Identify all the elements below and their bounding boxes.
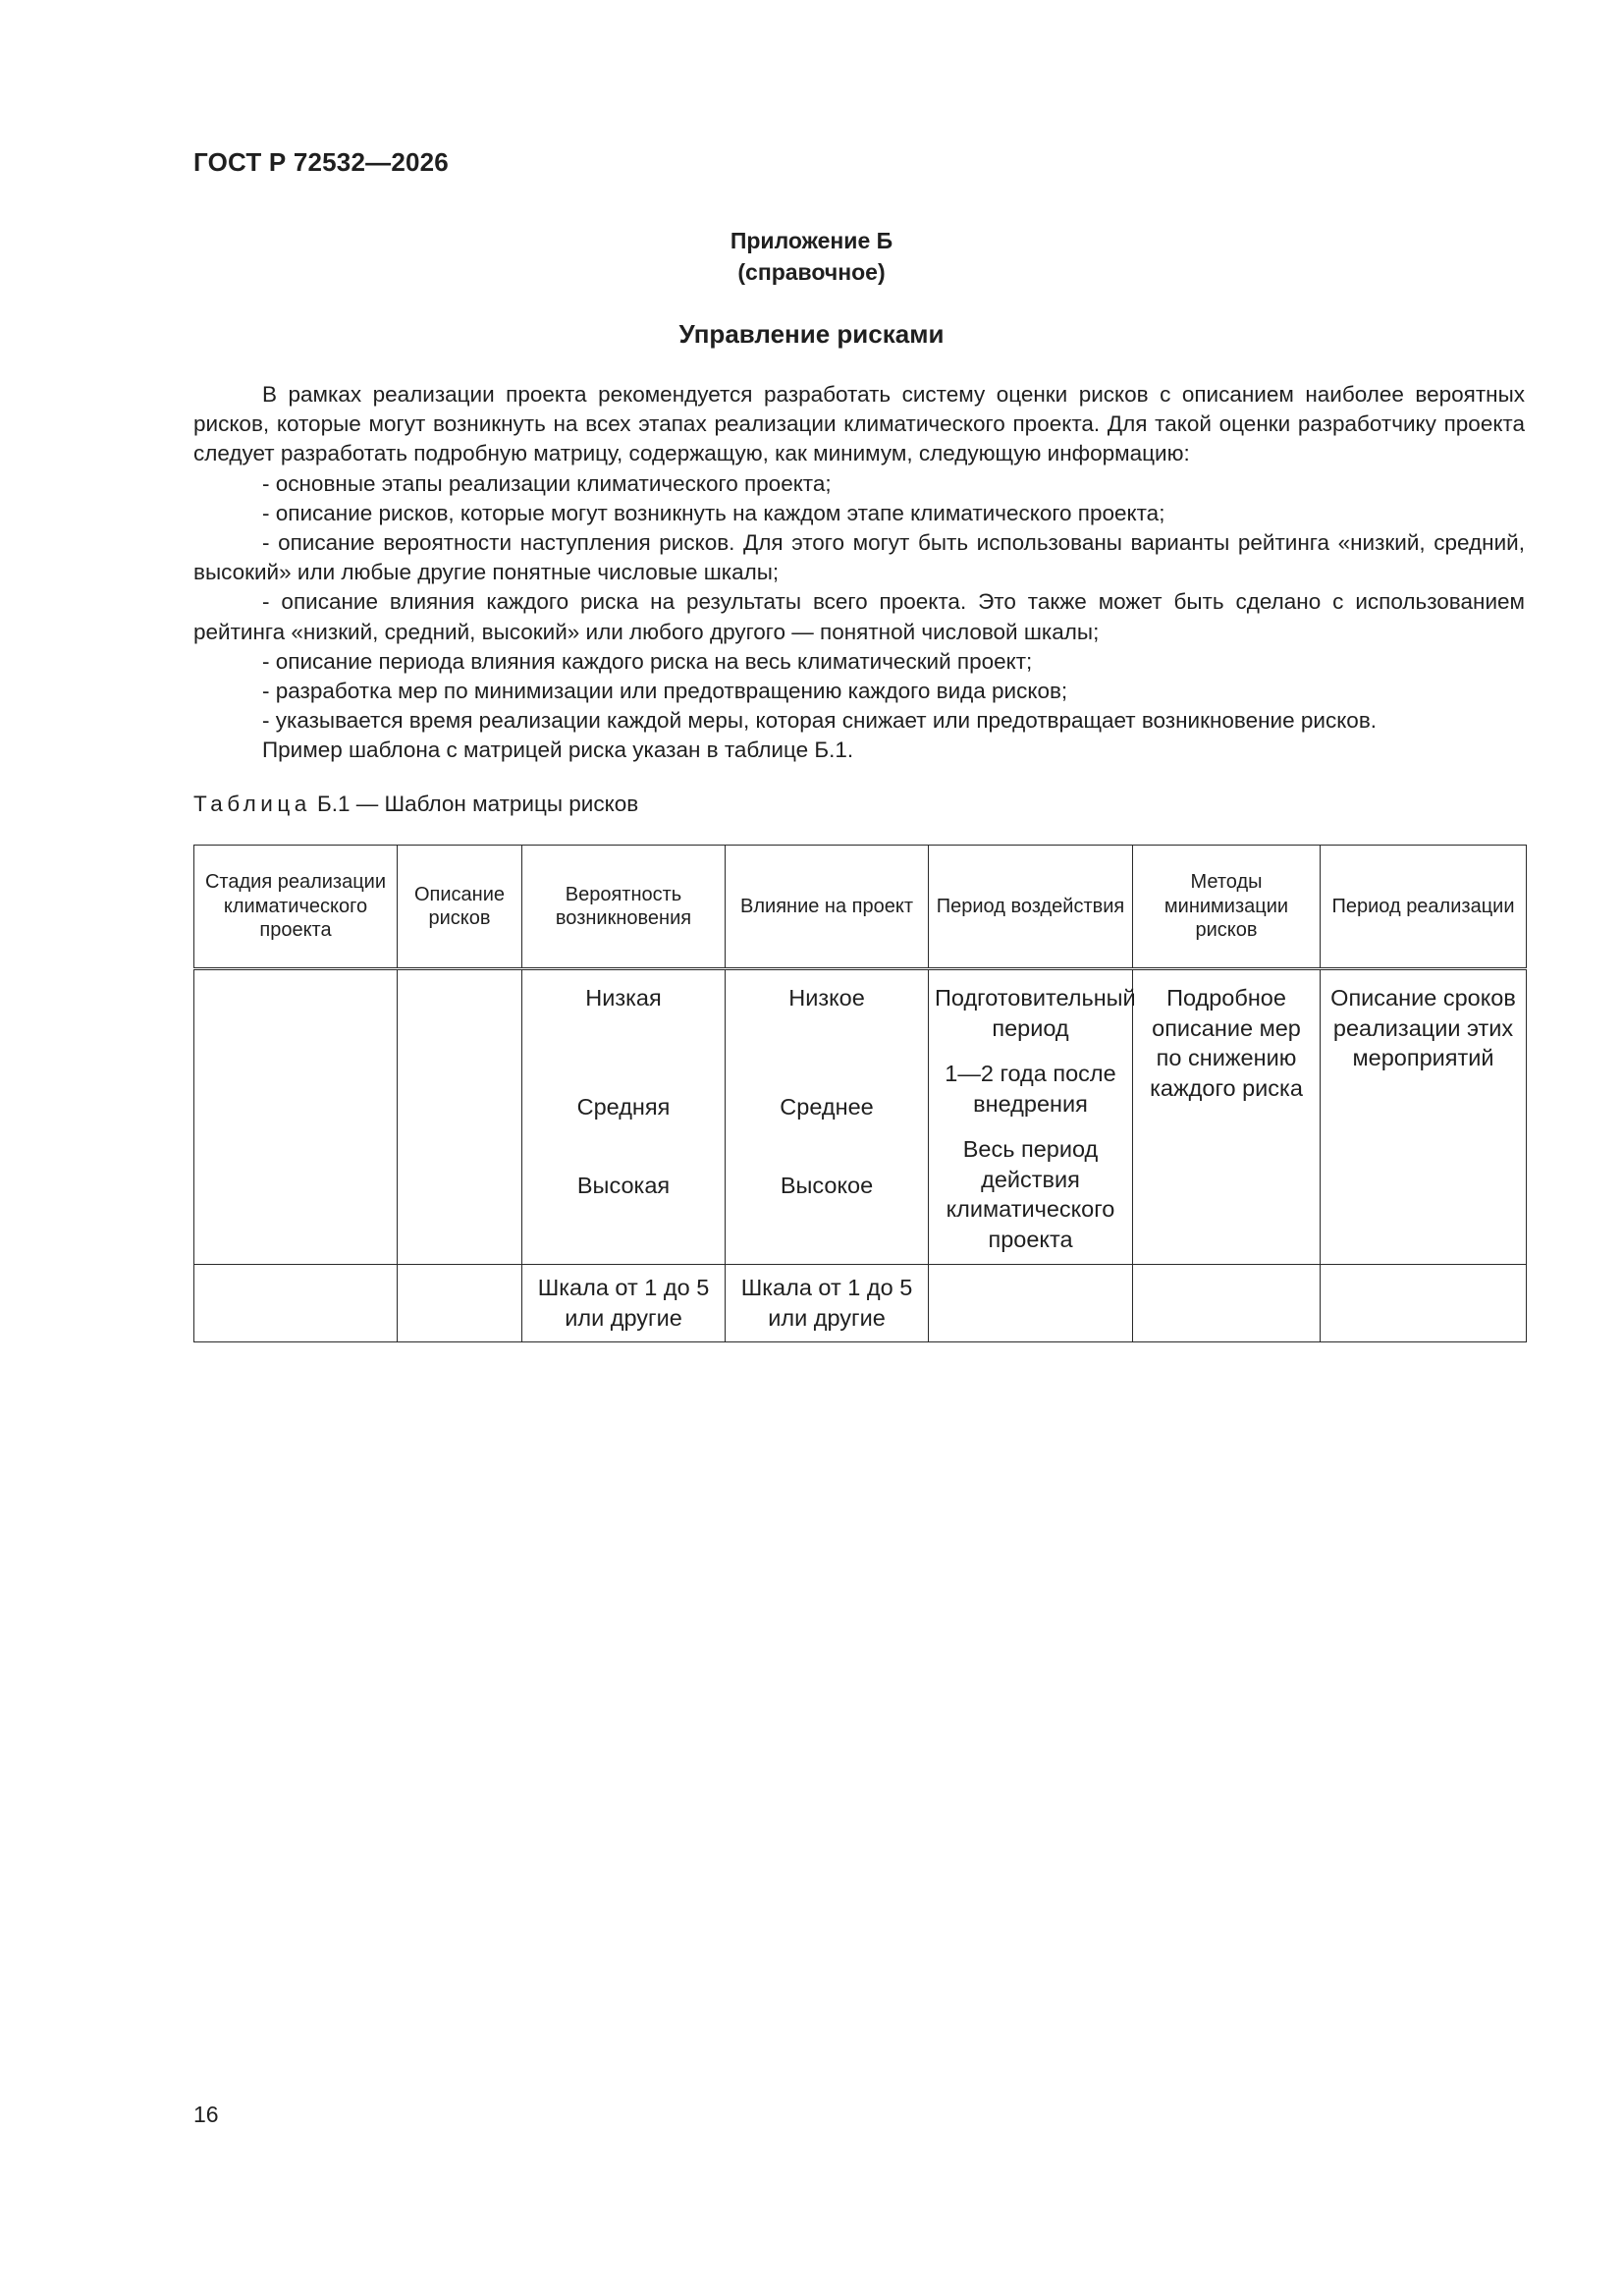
header-risk-description: Описание рисков (398, 846, 522, 969)
cell-implementation-period (1321, 1265, 1527, 1342)
probability-medium: Средняя (576, 1093, 671, 1120)
probability-high: Высокая (576, 1173, 671, 1198)
period-after-implementation: 1—2 года после внедрения (945, 1061, 1116, 1117)
table-row (194, 969, 1527, 1265)
page-number: 16 (193, 2102, 219, 2127)
mitigation-methods-text: Подробное описание мер по снижению каждого риска (1150, 985, 1303, 1101)
header-impact-period: Период воздействия (929, 846, 1133, 969)
cell-mitigation-methods (1133, 1265, 1321, 1342)
annex-status: (справочное) (737, 259, 886, 285)
cell-mitigation-methods (1133, 969, 1321, 1265)
header-mitigation-methods: Методы минимизации рисков (1133, 846, 1321, 969)
table-header-row (194, 846, 1527, 969)
header-impact: Влияние на проект (726, 846, 929, 969)
header-stage: Стадия реализации климатического проекта (194, 846, 398, 969)
intro-paragraph: В рамках реализации проекта рекомендуется разработать систему оценки рисков с описанием наиболее вероятных рисков, которые могут возникнуть на всех этапах реализации климатического проекта. Для такой оценки разработчику проекта следует разработать подробную матрицу, содержащую, как минимум, следующую информацию: (193, 382, 1525, 466)
list-item: - описание периода влияния каждого риска на весь климатический проект; (262, 648, 1033, 674)
period-preparatory: Подготовительный период (935, 985, 1136, 1041)
impact-high: Высокое (780, 1173, 874, 1198)
risk-matrix-table (193, 845, 1527, 1342)
table-caption (193, 792, 638, 817)
document-id: ГОСТ Р 72532—2026 (193, 147, 449, 177)
cell-probability-scale (522, 1265, 726, 1342)
list-item: - описание рисков, которые могут возникнуть на каждом этапе климатического проекта; (262, 500, 1165, 525)
annex-title: Приложение Б (730, 228, 893, 253)
cell-impact-scale (726, 1265, 929, 1342)
section-title: Управление рисками (678, 319, 945, 349)
list-item: - описание вероятности наступления рисков. Для этого могут быть использованы варианты рейтинга «низкий, средний, высокий» или любые другие понятные числовые шкалы; (193, 530, 1525, 585)
implementation-period-text: Описание сроков реализации этих мероприятий (1330, 985, 1516, 1070)
cell-risk-description (398, 969, 522, 1265)
impact-medium: Среднее (780, 1093, 874, 1120)
cell-stage (194, 969, 398, 1265)
probability-scale-text: Шкала от 1 до 5 или другие (537, 1275, 710, 1331)
period-whole-project: Весь период действия климатического проекта (946, 1136, 1115, 1252)
list-item: - описание влияния каждого риска на результаты всего проекта. Это также может быть сделано с использованием рейтинга «низкий, средний, высокий» или любого другого — понятной числовой шкалы; (193, 589, 1525, 644)
impact-scale-text: Шкала от 1 до 5 или другие (740, 1275, 913, 1331)
list-item: - указывается время реализации каждой меры, которая снижает или предотвращает возникновение рисков. (262, 708, 1378, 734)
cell-risk-description (398, 1265, 522, 1342)
table-reference-paragraph: Пример шаблона с матрицей риска указан в таблице Б.1. (262, 738, 854, 763)
header-implementation-period: Период реализации (1321, 846, 1527, 969)
cell-impact-period (929, 1265, 1133, 1342)
table-caption-text: Б.1 — Шаблон матрицы рисков (310, 792, 639, 816)
cell-impact (726, 969, 929, 1265)
table-row (194, 1265, 1527, 1342)
body-text (193, 380, 1525, 766)
cell-probability (522, 969, 726, 1265)
probability-low: Низкая (585, 985, 662, 1011)
cell-impact-period (929, 969, 1136, 1265)
cell-implementation-period (1321, 969, 1527, 1265)
cell-stage (194, 1265, 398, 1342)
list-item: - основные этапы реализации климатического проекта; (262, 470, 832, 496)
table-caption-prefix: Таблица (193, 792, 311, 816)
header-probability: Вероятность возникновения (522, 846, 726, 969)
list-item: - разработка мер по минимизации или предотвращению каждого вида рисков; (262, 679, 1068, 704)
impact-low: Низкое (788, 985, 865, 1011)
